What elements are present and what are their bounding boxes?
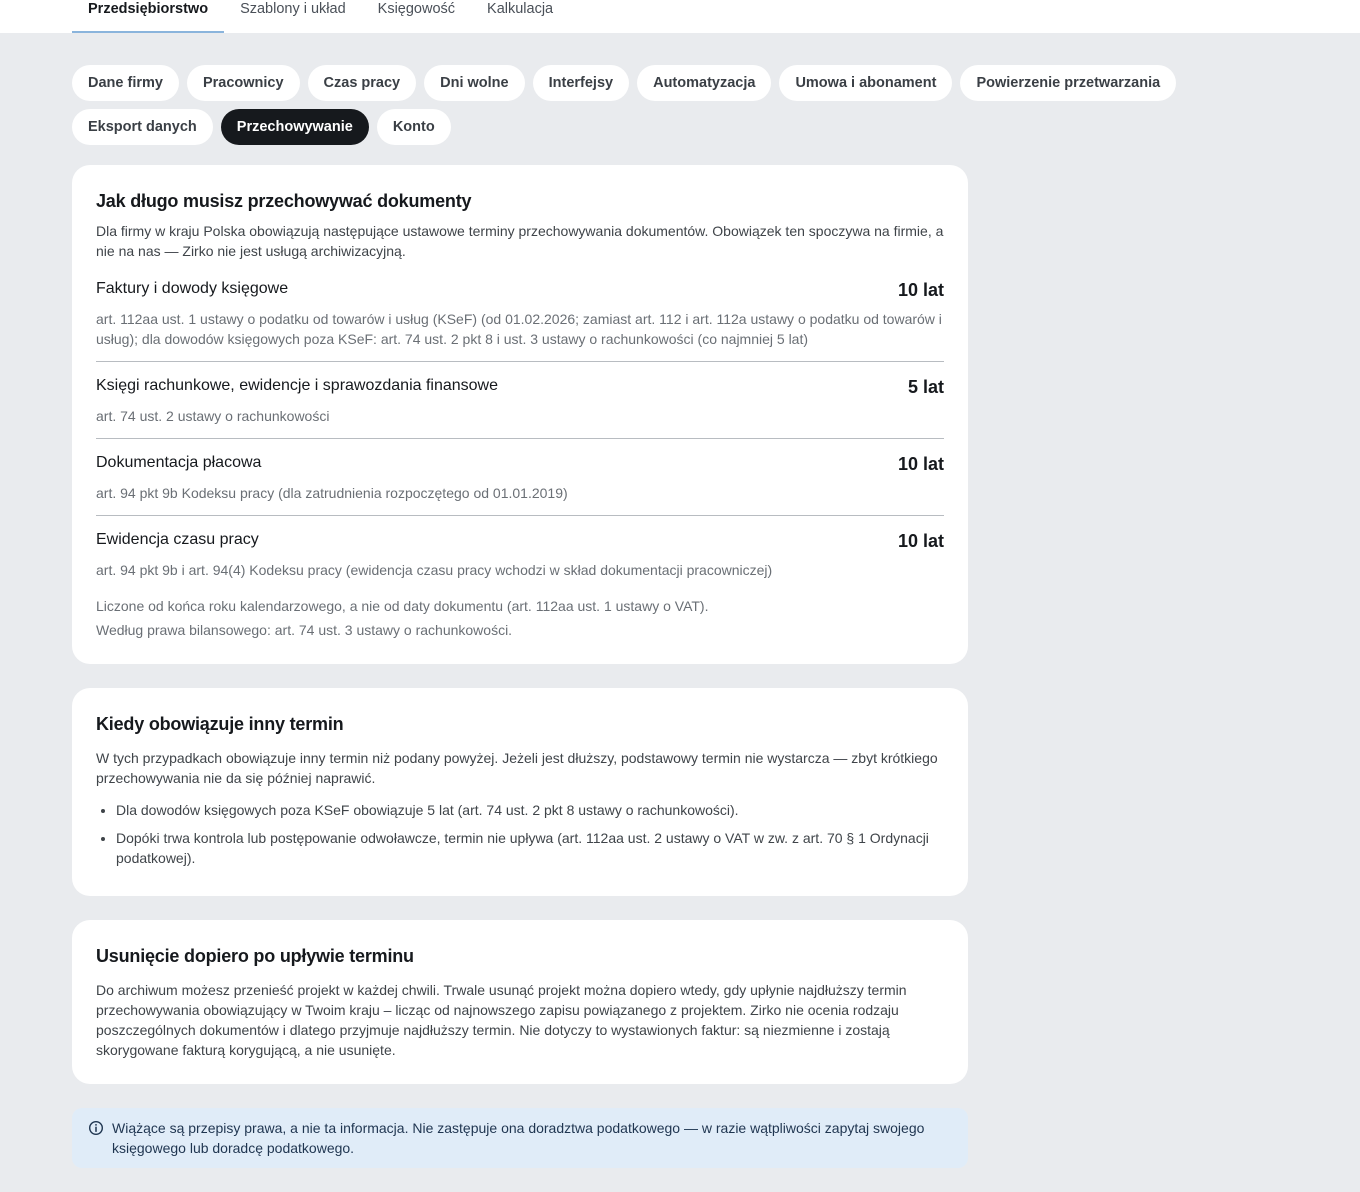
row-title: Dokumentacja płacowa bbox=[96, 454, 262, 471]
row-title: Ewidencja czasu pracy bbox=[96, 531, 259, 548]
chip-dni-wolne[interactable]: Dni wolne bbox=[424, 65, 524, 101]
row-title: Księgi rachunkowe, ewidencje i sprawozdania finansowe bbox=[96, 377, 499, 394]
row-value: 10 lat bbox=[897, 531, 944, 551]
chip-interfejsy[interactable]: Interfejsy bbox=[533, 65, 629, 101]
retention-row bbox=[96, 377, 944, 426]
chip-automatyzacja[interactable]: Automatyzacja bbox=[637, 65, 771, 101]
tab-ksiegowosc[interactable]: Księgowość bbox=[377, 1, 456, 17]
list-item: • Dla dowodów księgowych poza KSeF obowiązuje 5 lat (art. 74 ust. 2 pkt 8 ustawy o rachunkowości). bbox=[116, 800, 944, 820]
row-law: art. 74 ust. 2 ustawy o rachunkowości bbox=[96, 408, 330, 424]
row-law: art. 112aa ust. 1 ustawy o podatku od towarów i usług (KSeF) (od 01.02.2026; zamiast art. 112 i art. 112a ustawy o podatku od towarów i usług); dla dowodów księgowych poza KSeF: art. 74 ust. 2 pkt 8 i ust. 3 ustawy o rachunkowości (co najmniej 5 lat) bbox=[96, 311, 942, 347]
sub-tabs bbox=[72, 65, 1292, 153]
info-icon bbox=[88, 1120, 104, 1136]
top-navigation bbox=[0, 0, 1360, 33]
row-law: art. 94 pkt 9b i art. 94(4) Kodeksu pracy (ewidencja czasu pracy wchodzi w skład dokumentacji pracowniczej) bbox=[96, 562, 773, 578]
sub-tabs-row-2 bbox=[72, 109, 1292, 145]
retention-notes bbox=[96, 594, 944, 642]
tab-przedsiebiorstwo[interactable]: Przedsiębiorstwo bbox=[72, 0, 224, 33]
retention-card bbox=[72, 165, 968, 664]
retention-lead: Dla firmy w kraju Polska obowiązują następujące ustawowe terminy przechowywania dokumentów. Obowiązek ten spoczywa na firmie, a nie na nas — Zirko nie jest usługą archiwizacyjną. bbox=[96, 223, 944, 259]
exceptions-list bbox=[96, 800, 944, 868]
exceptions-title: Kiedy obowiązuje inny termin bbox=[96, 714, 344, 734]
chip-eksport[interactable]: Eksport danych bbox=[72, 109, 213, 145]
deletion-card bbox=[72, 920, 968, 1084]
chip-umowa[interactable]: Umowa i abonament bbox=[779, 65, 952, 101]
tab-szablony[interactable]: Szablony i układ bbox=[240, 1, 346, 17]
tab-kalkulacja[interactable]: Kalkulacja bbox=[487, 1, 554, 17]
retention-row bbox=[96, 454, 944, 503]
note: Według prawa bilansowego: art. 74 ust. 3 ustawy o rachunkowości. bbox=[96, 622, 513, 638]
list-item: • Dopóki trwa kontrola lub postępowanie odwoławcze, termin nie upływa (art. 112aa ust. 2 ustawy o VAT w zw. z art. 70 § 1 Ordynacji podatkowej). bbox=[116, 828, 944, 868]
sub-tabs-row-1 bbox=[72, 65, 1292, 101]
chip-powierzenie[interactable]: Powierzenie przetwarzania bbox=[960, 65, 1176, 101]
divider bbox=[96, 438, 944, 439]
row-title: Faktury i dowody księgowe bbox=[96, 280, 289, 297]
chip-dane-firmy[interactable]: Dane firmy bbox=[72, 65, 179, 101]
legal-info-box bbox=[72, 1108, 968, 1168]
retention-row bbox=[96, 280, 944, 349]
row-value: 5 lat bbox=[907, 377, 944, 397]
deletion-title: Usunięcie dopiero po upływie terminu bbox=[96, 946, 414, 966]
note: Liczone od końca roku kalendarzowego, a nie od daty dokumentu (art. 112aa ust. 1 ustawy o VAT). bbox=[96, 598, 709, 614]
chip-przechowywanie[interactable]: Przechowywanie bbox=[221, 109, 369, 145]
divider bbox=[96, 515, 944, 516]
row-value: 10 lat bbox=[897, 280, 944, 300]
chip-czas-pracy[interactable]: Czas pracy bbox=[308, 65, 417, 101]
exceptions-lead: W tych przypadkach obowiązuje inny termin niż podany powyżej. Jeżeli jest dłuższy, podstawowy termin nie wystarcza — zbyt krótkiego przechowywania nie da się później naprawić. bbox=[96, 750, 938, 786]
retention-title: Jak długo musisz przechowywać dokumenty bbox=[96, 191, 472, 211]
chip-pracownicy[interactable]: Pracownicy bbox=[187, 65, 300, 101]
divider bbox=[96, 361, 944, 362]
top-tabs bbox=[72, 0, 569, 33]
exceptions-card bbox=[72, 688, 968, 896]
row-law: art. 94 pkt 9b Kodeksu pracy (dla zatrudnienia rozpoczętego od 01.01.2019) bbox=[96, 485, 568, 501]
chip-konto[interactable]: Konto bbox=[377, 109, 451, 145]
deletion-text: Do archiwum możesz przenieść projekt w każdej chwili. Trwale usunąć projekt można dopiero wtedy, gdy upłynie najdłuższy termin przechowywania obowiązujący w Twoim kraju – licząc od najnowszego zapisu powiązanego z projektem. Zirko nie ocenia rodzaju poszczególnych dokumentów i dlatego przyjmuje najdłuższy termin. Nie dotyczy to wystawionych faktur: są niezmienne i zostają skorygowane fakturą korygującą, a nie usunięte. bbox=[96, 982, 907, 1058]
row-value: 10 lat bbox=[897, 454, 944, 474]
info-text: Wiążące są przepisy prawa, a nie ta informacja. Nie zastępuje ona doradztwa podatkowego — w razie wątpliwości zapytaj swojego księgowego lub doradcę podatkowego. bbox=[112, 1120, 925, 1156]
retention-row bbox=[96, 531, 944, 580]
